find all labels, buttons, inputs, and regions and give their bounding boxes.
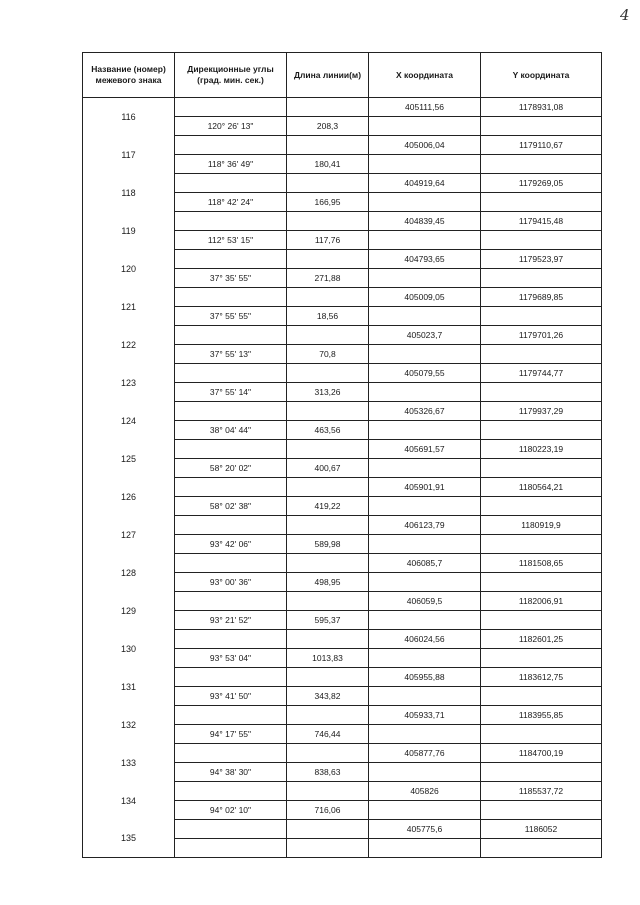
boundary-mark-name: 134 <box>83 782 175 820</box>
empty-cell <box>287 668 369 687</box>
y-coordinate: 1179110,67 <box>481 136 602 155</box>
y-coordinate: 1185537,72 <box>481 782 602 801</box>
empty-cell <box>481 459 602 478</box>
table-row <box>83 820 602 839</box>
boundary-mark-name: 135 <box>83 820 175 858</box>
line-length: 18,56 <box>287 307 369 326</box>
direction-angle: 58° 02' 38" <box>175 497 287 516</box>
empty-cell <box>175 592 287 611</box>
line-length: 498,95 <box>287 573 369 592</box>
line-length: 419,22 <box>287 497 369 516</box>
empty-cell <box>481 193 602 212</box>
empty-cell <box>175 174 287 193</box>
empty-cell <box>175 706 287 725</box>
table-body <box>83 98 602 858</box>
table-row <box>83 554 602 573</box>
empty-cell <box>481 725 602 744</box>
boundary-mark-name: 120 <box>83 250 175 288</box>
empty-cell <box>369 687 481 706</box>
header-direction-angle: Дирекционные углы (град. мин. сек.) <box>175 53 287 98</box>
table-row <box>83 250 602 269</box>
empty-cell <box>175 554 287 573</box>
boundary-mark-name: 121 <box>83 288 175 326</box>
empty-cell <box>369 269 481 288</box>
empty-cell <box>175 98 287 117</box>
line-length: 595,37 <box>287 611 369 630</box>
y-coordinate: 1180919,9 <box>481 516 602 535</box>
empty-cell <box>481 383 602 402</box>
x-coordinate: 406085,7 <box>369 554 481 573</box>
line-length: 746,44 <box>287 725 369 744</box>
empty-cell <box>369 497 481 516</box>
empty-cell <box>369 155 481 174</box>
empty-cell <box>175 250 287 269</box>
direction-angle: 93° 42' 06" <box>175 535 287 554</box>
y-coordinate: 1182601,25 <box>481 630 602 649</box>
empty-cell <box>369 459 481 478</box>
empty-cell <box>369 193 481 212</box>
empty-cell <box>175 136 287 155</box>
empty-cell <box>175 288 287 307</box>
y-coordinate: 1179523,97 <box>481 250 602 269</box>
table-row <box>83 212 602 231</box>
direction-angle: 94° 38' 30" <box>175 763 287 782</box>
direction-angle: 118° 42' 24" <box>175 193 287 212</box>
boundary-mark-name: 127 <box>83 516 175 554</box>
direction-angle: 93° 53' 04" <box>175 649 287 668</box>
empty-cell <box>175 839 287 858</box>
line-length: 117,76 <box>287 231 369 250</box>
table-row <box>83 478 602 497</box>
empty-cell <box>369 839 481 858</box>
empty-cell <box>175 402 287 421</box>
empty-cell <box>481 573 602 592</box>
boundary-mark-name: 123 <box>83 364 175 402</box>
table-row <box>83 516 602 535</box>
empty-cell <box>175 212 287 231</box>
x-coordinate: 406059,5 <box>369 592 481 611</box>
empty-cell <box>287 98 369 117</box>
x-coordinate: 405009,05 <box>369 288 481 307</box>
direction-angle: 37° 55' 55" <box>175 307 287 326</box>
empty-cell <box>369 573 481 592</box>
table-row <box>83 136 602 155</box>
empty-cell <box>369 117 481 136</box>
boundary-mark-name: 133 <box>83 744 175 782</box>
x-coordinate: 405079,55 <box>369 364 481 383</box>
empty-cell <box>369 801 481 820</box>
y-coordinate: 1184700,19 <box>481 744 602 763</box>
empty-cell <box>481 231 602 250</box>
table-row <box>83 630 602 649</box>
x-coordinate: 404839,45 <box>369 212 481 231</box>
empty-cell <box>175 630 287 649</box>
empty-cell <box>481 307 602 326</box>
boundary-mark-name: 118 <box>83 174 175 212</box>
x-coordinate: 405326,67 <box>369 402 481 421</box>
y-coordinate: 1183612,75 <box>481 668 602 687</box>
empty-cell <box>287 592 369 611</box>
empty-cell <box>481 421 602 440</box>
boundary-mark-name: 126 <box>83 478 175 516</box>
x-coordinate: 405955,88 <box>369 668 481 687</box>
header-y-coordinate: Y координата <box>481 53 602 98</box>
empty-cell <box>481 117 602 136</box>
boundary-mark-name: 119 <box>83 212 175 250</box>
empty-cell <box>287 554 369 573</box>
empty-cell <box>481 269 602 288</box>
empty-cell <box>369 383 481 402</box>
direction-angle: 93° 21' 52" <box>175 611 287 630</box>
empty-cell <box>481 687 602 706</box>
line-length: 70,8 <box>287 345 369 364</box>
x-coordinate: 406024,56 <box>369 630 481 649</box>
direction-angle: 58° 20' 02" <box>175 459 287 478</box>
direction-angle: 118° 36' 49" <box>175 155 287 174</box>
empty-cell <box>175 516 287 535</box>
line-length: 180,41 <box>287 155 369 174</box>
line-length: 463,56 <box>287 421 369 440</box>
empty-cell <box>175 782 287 801</box>
x-coordinate: 404793,65 <box>369 250 481 269</box>
y-coordinate: 1179701,26 <box>481 326 602 345</box>
header-mark-name: Название (номер) межевого знака <box>83 53 175 98</box>
table-row <box>83 288 602 307</box>
boundary-coordinates-table <box>82 52 602 858</box>
direction-angle: 93° 41' 50" <box>175 687 287 706</box>
empty-cell <box>369 763 481 782</box>
empty-cell <box>369 345 481 364</box>
empty-cell <box>287 820 369 839</box>
empty-cell <box>287 288 369 307</box>
empty-cell <box>287 174 369 193</box>
empty-cell <box>369 231 481 250</box>
line-length: 589,98 <box>287 535 369 554</box>
empty-cell <box>369 649 481 668</box>
direction-angle: 112° 53' 15" <box>175 231 287 250</box>
direction-angle: 94° 17' 55" <box>175 725 287 744</box>
boundary-mark-name: 124 <box>83 402 175 440</box>
table-row <box>83 402 602 421</box>
x-coordinate: 405111,56 <box>369 98 481 117</box>
empty-cell <box>287 706 369 725</box>
empty-cell <box>481 345 602 364</box>
header-x-coordinate: X координата <box>369 53 481 98</box>
empty-cell <box>369 535 481 554</box>
empty-cell <box>369 421 481 440</box>
empty-cell <box>175 478 287 497</box>
empty-cell <box>287 212 369 231</box>
boundary-mark-name: 128 <box>83 554 175 592</box>
x-coordinate: 406123,79 <box>369 516 481 535</box>
empty-cell <box>481 535 602 554</box>
boundary-mark-name: 131 <box>83 668 175 706</box>
y-coordinate: 1179937,29 <box>481 402 602 421</box>
x-coordinate: 405901,91 <box>369 478 481 497</box>
empty-cell <box>287 630 369 649</box>
line-length: 271,88 <box>287 269 369 288</box>
empty-cell <box>175 820 287 839</box>
empty-cell <box>175 326 287 345</box>
empty-cell <box>175 364 287 383</box>
direction-angle: 38° 04' 44" <box>175 421 287 440</box>
y-coordinate: 1178931,08 <box>481 98 602 117</box>
empty-cell <box>287 326 369 345</box>
boundary-mark-name: 122 <box>83 326 175 364</box>
empty-cell <box>481 155 602 174</box>
boundary-mark-name: 117 <box>83 136 175 174</box>
x-coordinate: 405006,04 <box>369 136 481 155</box>
empty-cell <box>287 839 369 858</box>
y-coordinate: 1183955,85 <box>481 706 602 725</box>
direction-angle: 93° 00' 36" <box>175 573 287 592</box>
empty-cell <box>175 668 287 687</box>
boundary-mark-name: 130 <box>83 630 175 668</box>
y-coordinate: 1179269,05 <box>481 174 602 193</box>
table-row <box>83 782 602 801</box>
empty-cell <box>481 839 602 858</box>
boundary-mark-name: 125 <box>83 440 175 478</box>
x-coordinate: 405023,7 <box>369 326 481 345</box>
empty-cell <box>287 364 369 383</box>
empty-cell <box>175 440 287 459</box>
empty-cell <box>481 611 602 630</box>
y-coordinate: 1181508,65 <box>481 554 602 573</box>
line-length: 343,82 <box>287 687 369 706</box>
empty-cell <box>287 782 369 801</box>
empty-cell <box>287 136 369 155</box>
table-row <box>83 668 602 687</box>
line-length: 1013,83 <box>287 649 369 668</box>
line-length: 838,63 <box>287 763 369 782</box>
table-row <box>83 326 602 345</box>
x-coordinate: 404919,64 <box>369 174 481 193</box>
empty-cell <box>287 250 369 269</box>
table-row <box>83 364 602 383</box>
empty-cell <box>481 763 602 782</box>
empty-cell <box>287 402 369 421</box>
empty-cell <box>369 611 481 630</box>
line-length: 313,26 <box>287 383 369 402</box>
boundary-mark-name: 116 <box>83 98 175 136</box>
y-coordinate: 1180223,19 <box>481 440 602 459</box>
direction-angle: 37° 35' 55" <box>175 269 287 288</box>
empty-cell <box>481 497 602 516</box>
page-number-mark: 4 <box>620 6 630 24</box>
table-row <box>83 440 602 459</box>
x-coordinate: 405877,76 <box>369 744 481 763</box>
empty-cell <box>369 307 481 326</box>
empty-cell <box>287 516 369 535</box>
header-line-length: Длина линии(м) <box>287 53 369 98</box>
direction-angle: 37° 55' 14" <box>175 383 287 402</box>
empty-cell <box>287 440 369 459</box>
empty-cell <box>481 649 602 668</box>
empty-cell <box>287 744 369 763</box>
table-header-row <box>83 53 602 98</box>
direction-angle: 37° 55' 13" <box>175 345 287 364</box>
line-length: 208,3 <box>287 117 369 136</box>
x-coordinate: 405826 <box>369 782 481 801</box>
table-row <box>83 98 602 117</box>
empty-cell <box>369 725 481 744</box>
y-coordinate: 1179744,77 <box>481 364 602 383</box>
x-coordinate: 405691,57 <box>369 440 481 459</box>
table-row <box>83 706 602 725</box>
direction-angle: 94° 02' 10" <box>175 801 287 820</box>
y-coordinate: 1180564,21 <box>481 478 602 497</box>
boundary-mark-name: 129 <box>83 592 175 630</box>
direction-angle: 120° 26' 13" <box>175 117 287 136</box>
y-coordinate: 1179689,85 <box>481 288 602 307</box>
y-coordinate: 1182006,91 <box>481 592 602 611</box>
empty-cell <box>175 744 287 763</box>
y-coordinate: 1179415,48 <box>481 212 602 231</box>
table-row <box>83 174 602 193</box>
y-coordinate: 1186052 <box>481 820 602 839</box>
x-coordinate: 405775,6 <box>369 820 481 839</box>
empty-cell <box>481 801 602 820</box>
table-row <box>83 592 602 611</box>
line-length: 166,95 <box>287 193 369 212</box>
table-row <box>83 744 602 763</box>
x-coordinate: 405933,71 <box>369 706 481 725</box>
empty-cell <box>287 478 369 497</box>
boundary-mark-name: 132 <box>83 706 175 744</box>
line-length: 400,67 <box>287 459 369 478</box>
line-length: 716,06 <box>287 801 369 820</box>
